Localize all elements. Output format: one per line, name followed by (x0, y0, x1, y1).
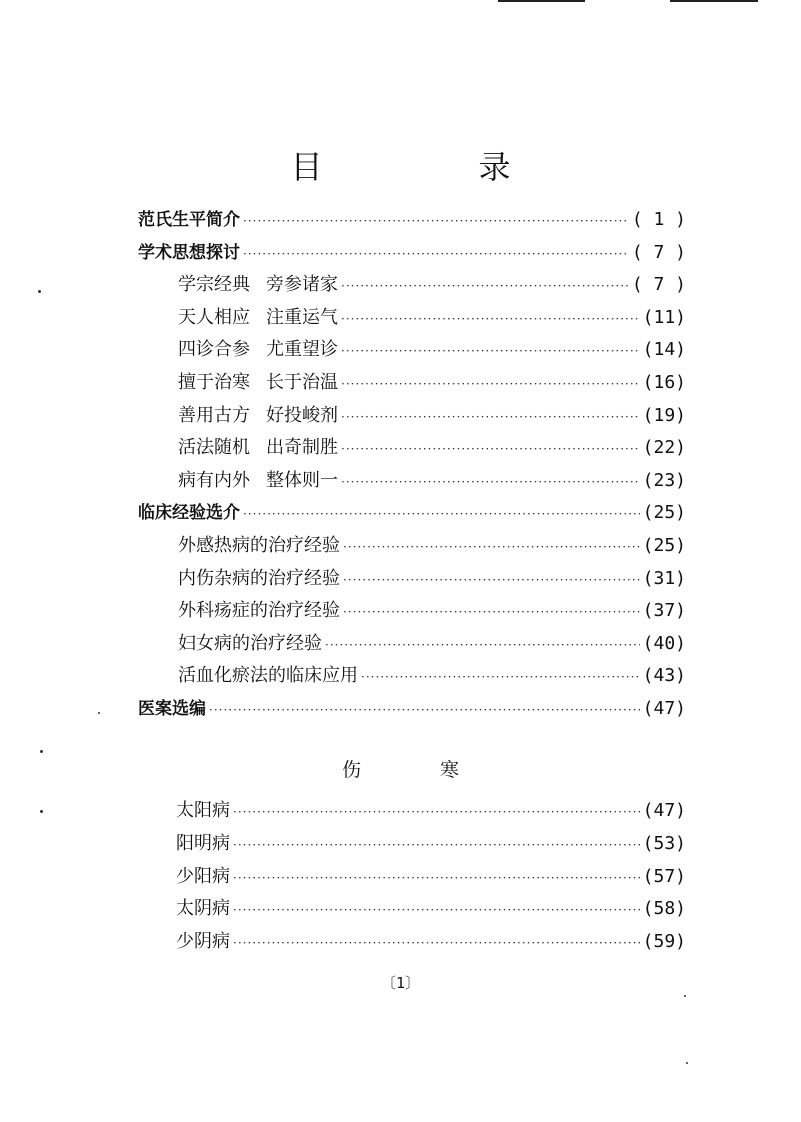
toc-entry-label: 临床经验选介 (138, 503, 240, 524)
toc-entry-label-part-a: 四诊合参 (178, 339, 250, 361)
toc-entry-cold-item[interactable] (176, 796, 686, 829)
scan-speck (686, 1062, 688, 1064)
toc-entry-label (178, 466, 338, 492)
toc-entry-label: 太阳病 (176, 800, 230, 821)
toc-entry-label: 少阳病 (176, 865, 230, 887)
toc-page-number: (40) (642, 632, 686, 654)
scan-speck (38, 290, 41, 293)
toc-entry-label: 阳明病 (176, 832, 230, 854)
page-title: 目 录 (290, 148, 573, 186)
leader-dots (341, 377, 640, 391)
toc-entry-academic-item[interactable] (138, 303, 686, 336)
toc-page-number: ( 1 ) (631, 209, 686, 230)
toc-entry-label-part-a: 病有内外 (178, 469, 250, 491)
toc-page-number: (59) (642, 931, 686, 953)
leader-dots (233, 805, 640, 819)
toc-entry-label (178, 335, 338, 361)
toc-entry-label: 内伤杂病的治疗经验 (178, 567, 340, 589)
leader-dots (243, 507, 640, 521)
toc-page-number: (57) (642, 865, 686, 887)
toc-entry-label: 活血化瘀法的临床应用 (178, 665, 358, 687)
toc-page-number: (58) (642, 898, 686, 920)
toc-entry-academic-thought[interactable] (138, 238, 686, 271)
toc-entry-cold-item[interactable] (176, 862, 686, 895)
toc-entry-label-part-b: 好投峻剂 (266, 404, 338, 426)
leader-dots (341, 279, 629, 293)
toc-entry-label: 少阴病 (176, 931, 230, 953)
leader-dots (325, 638, 640, 652)
toc-page-number: (43) (642, 665, 686, 687)
toc-entry-label: 医案选编 (138, 698, 206, 719)
toc-page-number: (23) (642, 469, 686, 491)
toc-page-number: (14) (642, 339, 686, 361)
leader-dots (233, 838, 640, 852)
leader-dots (243, 247, 629, 261)
toc-page-number: (16) (642, 371, 686, 393)
toc-entry-academic-item[interactable] (138, 433, 686, 466)
toc-entry-label: 太阴病 (176, 898, 230, 920)
toc-entry-label: 外科疡症的治疗经验 (178, 600, 340, 622)
toc-entry-label-part-b: 整体则一 (266, 469, 338, 491)
toc-entry-label: 妇女病的治疗经验 (178, 632, 322, 654)
toc-entry-clinical-experience[interactable] (138, 498, 686, 531)
toc-page-number: ( 7 ) (631, 241, 686, 263)
toc-entry-label-part-b: 尤重望诊 (266, 339, 338, 361)
toc-entry-label-part-b: 旁参诸家 (266, 274, 338, 296)
leader-dots (233, 903, 640, 917)
toc-entry-clinical-item[interactable] (138, 661, 686, 694)
toc-page-number: ( 7 ) (631, 274, 686, 296)
toc-entry-clinical-item[interactable] (138, 531, 686, 564)
toc-entry-academic-item[interactable] (138, 368, 686, 401)
toc-entry-clinical-item[interactable] (138, 564, 686, 597)
toc-page-number: (53) (642, 832, 686, 854)
leader-dots (343, 605, 640, 619)
toc-entry-academic-item[interactable] (138, 270, 686, 303)
toc-entry-label-part-a: 学宗经典 (178, 274, 250, 296)
toc-entry-case-records[interactable] (138, 694, 686, 727)
leader-dots (341, 344, 640, 358)
toc-entry-label-part-b: 长于治温 (266, 371, 338, 393)
leader-dots (341, 442, 640, 456)
toc-entry-label: 外感热病的治疗经验 (178, 534, 340, 556)
leader-dots (243, 214, 629, 228)
scan-speck (40, 750, 43, 753)
leader-dots (341, 410, 640, 424)
toc-entry-label (178, 433, 338, 459)
leader-dots (209, 703, 640, 717)
top-rule-right (670, 0, 758, 2)
toc-entry-label-part-a: 天人相应 (178, 306, 250, 328)
toc-entry-biography[interactable] (138, 205, 686, 238)
toc-entry-label: 范氏生平简介 (138, 210, 240, 230)
section-subheading: 伤 寒 (341, 759, 489, 781)
toc-page-number: (22) (642, 437, 686, 459)
toc-entry-cold-item[interactable] (176, 829, 686, 862)
toc-entry-label-part-b: 注重运气 (266, 306, 338, 328)
toc-list-cold-damage (176, 796, 686, 960)
scan-speck (98, 712, 100, 714)
toc-entry-label-part-a: 擅于治寒 (178, 371, 250, 393)
leader-dots (341, 312, 640, 326)
top-rule-left (498, 0, 585, 2)
toc-list (138, 205, 686, 727)
toc-entry-label (178, 401, 338, 427)
toc-page-number: (37) (642, 600, 686, 622)
toc-entry-cold-item[interactable] (176, 894, 686, 927)
scan-speck (684, 995, 686, 997)
toc-page-number: (19) (642, 404, 686, 426)
toc-entry-label (178, 270, 338, 296)
toc-entry-label: 学术思想探讨 (138, 242, 240, 263)
page-folio: 〔1〕 (380, 974, 421, 992)
toc-entry-label (178, 368, 338, 394)
toc-entry-academic-item[interactable] (138, 466, 686, 499)
leader-dots (233, 936, 640, 950)
toc-entry-clinical-item[interactable] (138, 629, 686, 662)
toc-entry-academic-item[interactable] (138, 335, 686, 368)
toc-entry-clinical-item[interactable] (138, 596, 686, 629)
leader-dots (343, 540, 640, 554)
toc-entry-label-part-b: 出奇制胜 (266, 437, 338, 459)
toc-page-number: (25) (642, 502, 686, 524)
toc-page-number: (25) (642, 534, 686, 556)
toc-page-number: (47) (642, 800, 686, 821)
toc-page-number: (31) (642, 567, 686, 589)
leader-dots (361, 670, 640, 684)
toc-page-number: (47) (642, 697, 686, 719)
leader-dots (341, 475, 640, 489)
leader-dots (233, 871, 640, 885)
toc-entry-cold-item[interactable] (176, 927, 686, 960)
toc-entry-label-part-a: 活法随机 (178, 437, 250, 459)
leader-dots (343, 573, 640, 587)
toc-entry-label-part-a: 善用古方 (178, 404, 250, 426)
toc-page-number: (11) (642, 306, 686, 328)
toc-entry-label (178, 303, 338, 329)
scan-speck (40, 810, 43, 813)
toc-entry-academic-item[interactable] (138, 401, 686, 434)
